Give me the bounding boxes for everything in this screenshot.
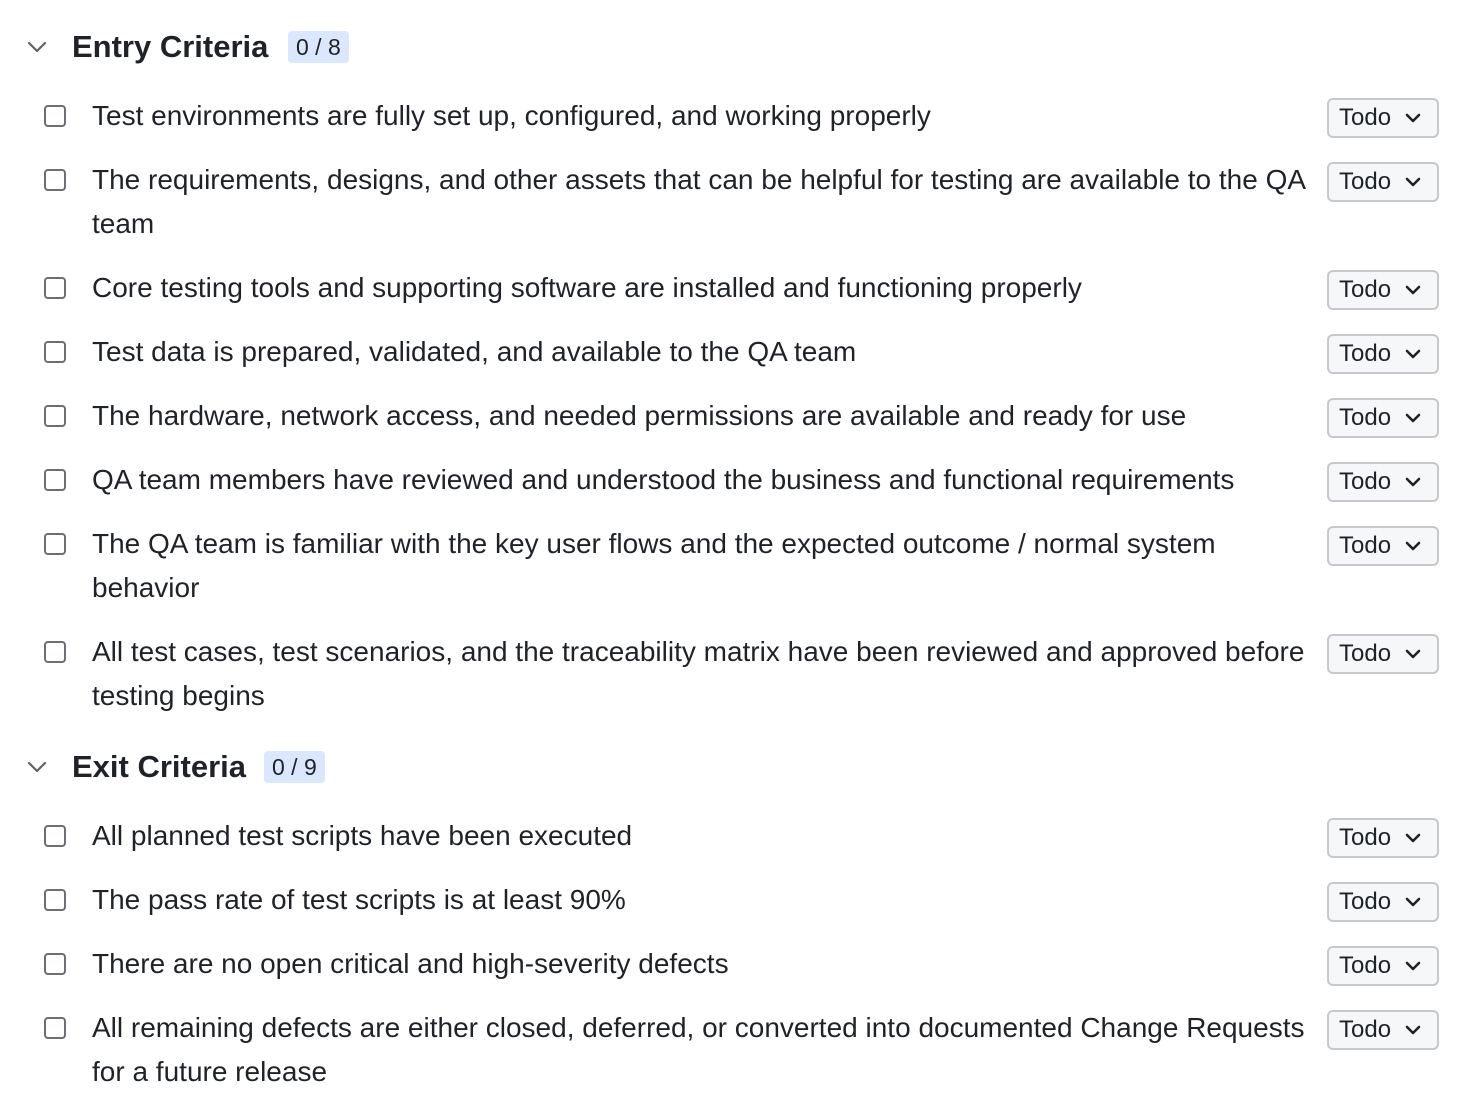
- checkbox[interactable]: [44, 1017, 66, 1039]
- section-header-entry-criteria[interactable]: [0, 25, 1474, 69]
- chevron-down-icon: [1405, 283, 1421, 302]
- chevron-down-icon: [1405, 895, 1421, 914]
- status-label: Todo: [1339, 404, 1392, 431]
- checkbox[interactable]: [44, 533, 66, 555]
- status-label: Todo: [1339, 532, 1392, 559]
- checkbox[interactable]: [44, 953, 66, 975]
- status-label: Todo: [1339, 104, 1392, 131]
- section-title: Entry Criteria: [72, 29, 269, 64]
- chevron-down-icon: [1405, 475, 1421, 494]
- status-dropdown[interactable]: [1327, 462, 1439, 502]
- status-dropdown[interactable]: [1327, 882, 1439, 922]
- checkbox[interactable]: [44, 169, 66, 191]
- checkbox[interactable]: [44, 825, 66, 847]
- item-text: All planned test scripts have been executed: [92, 820, 633, 851]
- checkbox[interactable]: [44, 105, 66, 127]
- item-text: QA team members have reviewed and understood the business and functional requirements: [92, 464, 1235, 495]
- chevron-down-icon: [1405, 647, 1421, 666]
- status-dropdown[interactable]: [1327, 634, 1439, 674]
- status-label: Todo: [1339, 168, 1392, 195]
- checkbox[interactable]: [44, 341, 66, 363]
- item-text: There are no open critical and high-severity defects: [92, 948, 729, 979]
- item-text: The pass rate of test scripts is at least 90%: [92, 884, 626, 915]
- chevron-down-icon: [1405, 411, 1421, 430]
- status-label: Todo: [1339, 888, 1392, 915]
- status-dropdown[interactable]: [1327, 398, 1439, 438]
- chevron-down-icon: [1405, 347, 1421, 366]
- status-dropdown[interactable]: [1327, 334, 1439, 374]
- checkbox[interactable]: [44, 469, 66, 491]
- status-dropdown[interactable]: [1327, 526, 1439, 566]
- item-text: All test cases, test scenarios, and the traceability matrix have been reviewed and approved before testing begins: [92, 636, 1305, 711]
- status-label: Todo: [1339, 952, 1392, 979]
- status-dropdown[interactable]: [1327, 270, 1439, 310]
- item-text: Test environments are fully set up, configured, and working properly: [92, 100, 931, 131]
- status-dropdown[interactable]: [1327, 162, 1439, 202]
- section-header-exit-criteria[interactable]: [0, 745, 1474, 789]
- item-text: Test data is prepared, validated, and available to the QA team: [92, 336, 857, 367]
- status-label: Todo: [1339, 1016, 1392, 1043]
- checkbox[interactable]: [44, 889, 66, 911]
- item-text: All remaining defects are either closed, deferred, or converted into documented Change Requests for a future release: [92, 1012, 1305, 1087]
- chevron-down-icon: [1405, 959, 1421, 978]
- chevron-down-icon: [1405, 175, 1421, 194]
- status-label: Todo: [1339, 824, 1392, 851]
- status-dropdown[interactable]: [1327, 1010, 1439, 1050]
- section-title: Exit Criteria: [72, 749, 247, 784]
- chevron-down-icon[interactable]: [24, 34, 50, 60]
- status-dropdown[interactable]: [1327, 946, 1439, 986]
- chevron-down-icon[interactable]: [24, 754, 50, 780]
- item-text: Core testing tools and supporting software are installed and functioning properly: [92, 272, 1082, 303]
- item-text: The requirements, designs, and other assets that can be helpful for testing are available to the QA team: [92, 164, 1305, 239]
- checkbox[interactable]: [44, 277, 66, 299]
- status-label: Todo: [1339, 276, 1392, 303]
- chevron-down-icon: [1405, 111, 1421, 130]
- status-label: Todo: [1339, 468, 1392, 495]
- count-badge: 0 / 9: [264, 751, 325, 783]
- status-dropdown[interactable]: [1327, 98, 1439, 138]
- chevron-down-icon: [1405, 1023, 1421, 1042]
- count-badge: 0 / 8: [288, 31, 349, 63]
- checkbox[interactable]: [44, 641, 66, 663]
- status-label: Todo: [1339, 640, 1392, 667]
- chevron-down-icon: [1405, 539, 1421, 558]
- status-label: Todo: [1339, 340, 1392, 367]
- status-dropdown[interactable]: [1327, 818, 1439, 858]
- checkbox[interactable]: [44, 405, 66, 427]
- item-text: The QA team is familiar with the key user flows and the expected outcome / normal system behavior: [92, 528, 1216, 603]
- item-text: The hardware, network access, and needed permissions are available and ready for use: [92, 400, 1187, 431]
- chevron-down-icon: [1405, 831, 1421, 850]
